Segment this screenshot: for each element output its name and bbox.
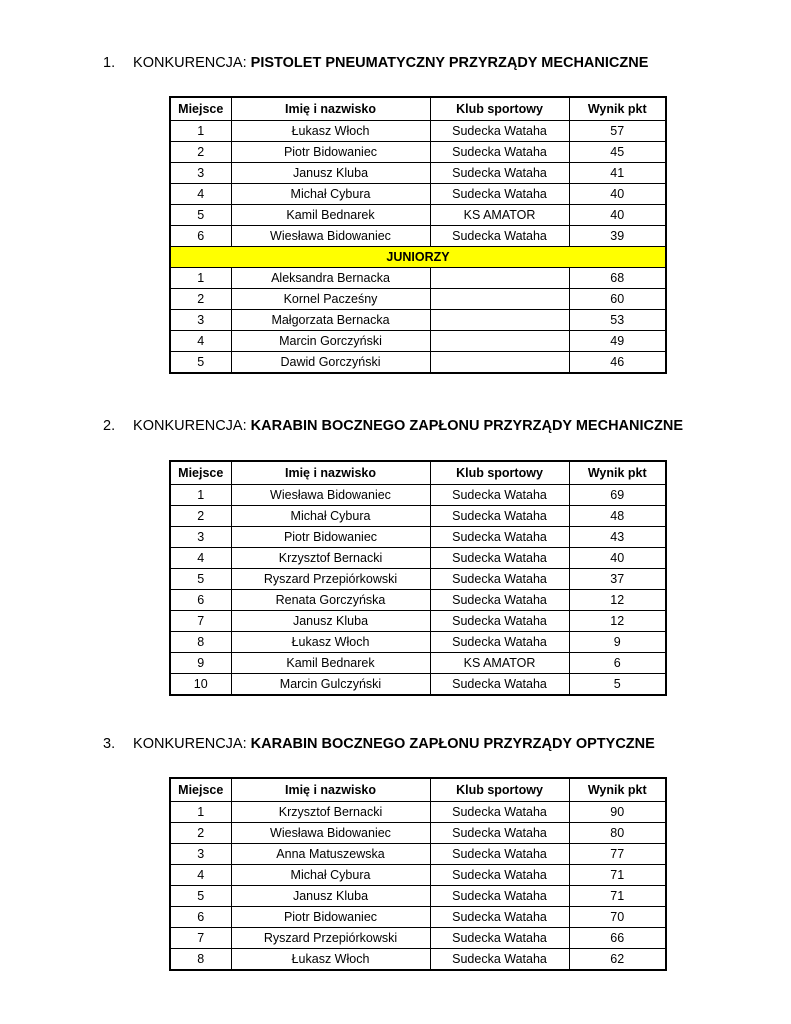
cell-place: 5	[170, 569, 231, 590]
juniors-label: JUNIORZY	[170, 247, 666, 268]
header-score: Wynik pkt	[569, 97, 666, 121]
cell-club: Sudecka Wataha	[430, 506, 569, 527]
cell-club: Sudecka Wataha	[430, 802, 569, 823]
section-number: 3.	[103, 736, 116, 752]
cell-club: Sudecka Wataha	[430, 184, 569, 205]
table-row	[170, 184, 666, 205]
table-row	[170, 163, 666, 184]
header-score: Wynik pkt	[569, 461, 666, 485]
table-row	[170, 949, 666, 971]
header-club: Klub sportowy	[430, 778, 569, 802]
cell-club: Sudecka Wataha	[430, 823, 569, 844]
cell-score: 66	[569, 928, 666, 949]
cell-name: Dawid Gorczyński	[231, 352, 430, 374]
table-row	[170, 886, 666, 907]
section-name: KARABIN BOCZNEGO ZAPŁONU PRZYRZĄDY MECHANICZNE	[250, 418, 683, 434]
table-row	[170, 142, 666, 163]
header-row	[170, 778, 666, 802]
cell-name: Piotr Bidowaniec	[231, 527, 430, 548]
section-2-title	[103, 418, 683, 434]
cell-club: Sudecka Wataha	[430, 886, 569, 907]
table-row	[170, 485, 666, 506]
cell-name: Krzysztof Bernacki	[231, 548, 430, 569]
cell-name: Marcin Gulczyński	[231, 674, 430, 696]
cell-score: 71	[569, 886, 666, 907]
section-name: PISTOLET PNEUMATYCZNY PRZYRZĄDY MECHANICZNE	[250, 55, 649, 71]
table-row	[170, 331, 666, 352]
cell-score: 43	[569, 527, 666, 548]
header-place: Miejsce	[170, 778, 231, 802]
cell-score: 46	[569, 352, 666, 374]
cell-score: 62	[569, 949, 666, 971]
cell-name: Łukasz Włoch	[231, 949, 430, 971]
header-score: Wynik pkt	[569, 778, 666, 802]
cell-name: Michał Cybura	[231, 184, 430, 205]
header-name: Imię i nazwisko	[231, 778, 430, 802]
cell-place: 8	[170, 949, 231, 971]
cell-name: Łukasz Włoch	[231, 121, 430, 142]
cell-club: Sudecka Wataha	[430, 548, 569, 569]
cell-name: Kamil Bednarek	[231, 653, 430, 674]
cell-score: 6	[569, 653, 666, 674]
cell-score: 40	[569, 548, 666, 569]
table-row	[170, 289, 666, 310]
cell-score: 57	[569, 121, 666, 142]
header-club: Klub sportowy	[430, 461, 569, 485]
cell-club: KS AMATOR	[430, 205, 569, 226]
table-row	[170, 205, 666, 226]
cell-club: Sudecka Wataha	[430, 121, 569, 142]
cell-place: 4	[170, 548, 231, 569]
cell-name: Marcin Gorczyński	[231, 331, 430, 352]
cell-club: Sudecka Wataha	[430, 844, 569, 865]
cell-score: 37	[569, 569, 666, 590]
table-row	[170, 844, 666, 865]
cell-club: KS AMATOR	[430, 653, 569, 674]
cell-club: Sudecka Wataha	[430, 632, 569, 653]
cell-club: Sudecka Wataha	[430, 865, 569, 886]
table-row	[170, 865, 666, 886]
cell-name: Janusz Kluba	[231, 611, 430, 632]
cell-club: Sudecka Wataha	[430, 527, 569, 548]
header-row	[170, 97, 666, 121]
cell-score: 39	[569, 226, 666, 247]
table-row	[170, 226, 666, 247]
section-1-title	[103, 55, 648, 71]
cell-score: 70	[569, 907, 666, 928]
cell-score: 5	[569, 674, 666, 696]
cell-name: Wiesława Bidowaniec	[231, 226, 430, 247]
cell-club	[430, 268, 569, 289]
cell-score: 12	[569, 611, 666, 632]
cell-name: Renata Gorczyńska	[231, 590, 430, 611]
juniors-header-row	[170, 247, 666, 268]
header-name: Imię i nazwisko	[231, 461, 430, 485]
cell-score: 77	[569, 844, 666, 865]
results-table-1	[169, 96, 667, 374]
cell-score: 40	[569, 184, 666, 205]
cell-place: 2	[170, 142, 231, 163]
cell-place: 2	[170, 823, 231, 844]
cell-name: Kamil Bednarek	[231, 205, 430, 226]
header-name: Imię i nazwisko	[231, 97, 430, 121]
cell-score: 90	[569, 802, 666, 823]
cell-club: Sudecka Wataha	[430, 226, 569, 247]
table-row	[170, 928, 666, 949]
cell-name: Piotr Bidowaniec	[231, 142, 430, 163]
cell-name: Janusz Kluba	[231, 886, 430, 907]
cell-name: Ryszard Przepiórkowski	[231, 928, 430, 949]
cell-place: 3	[170, 163, 231, 184]
cell-club: Sudecka Wataha	[430, 907, 569, 928]
cell-name: Aleksandra Bernacka	[231, 268, 430, 289]
cell-score: 40	[569, 205, 666, 226]
cell-name: Ryszard Przepiórkowski	[231, 569, 430, 590]
cell-name: Małgorzata Bernacka	[231, 310, 430, 331]
cell-score: 48	[569, 506, 666, 527]
table-row	[170, 653, 666, 674]
cell-club: Sudecka Wataha	[430, 928, 569, 949]
cell-place: 3	[170, 527, 231, 548]
section-3-title	[103, 736, 655, 752]
results-table-3	[169, 777, 667, 971]
table-row	[170, 548, 666, 569]
section-number: 1.	[103, 55, 116, 71]
cell-club	[430, 331, 569, 352]
cell-club: Sudecka Wataha	[430, 611, 569, 632]
cell-score: 69	[569, 485, 666, 506]
cell-score: 41	[569, 163, 666, 184]
section-label: KONKURENCJA:	[133, 736, 247, 752]
table-row	[170, 674, 666, 696]
cell-place: 5	[170, 205, 231, 226]
section-label: KONKURENCJA:	[133, 55, 247, 71]
table-row	[170, 907, 666, 928]
cell-score: 68	[569, 268, 666, 289]
cell-place: 5	[170, 886, 231, 907]
cell-name: Wiesława Bidowaniec	[231, 485, 430, 506]
cell-name: Krzysztof Bernacki	[231, 802, 430, 823]
section-label: KONKURENCJA:	[133, 418, 247, 434]
cell-score: 12	[569, 590, 666, 611]
cell-name: Janusz Kluba	[231, 163, 430, 184]
cell-place: 1	[170, 485, 231, 506]
table-row	[170, 802, 666, 823]
cell-club: Sudecka Wataha	[430, 485, 569, 506]
table-row	[170, 352, 666, 374]
cell-club	[430, 310, 569, 331]
cell-place: 1	[170, 268, 231, 289]
cell-name: Piotr Bidowaniec	[231, 907, 430, 928]
table-row	[170, 611, 666, 632]
cell-place: 2	[170, 506, 231, 527]
section-name: KARABIN BOCZNEGO ZAPŁONU PRZYRZĄDY OPTYCZNE	[250, 736, 655, 752]
cell-place: 6	[170, 226, 231, 247]
table-row	[170, 569, 666, 590]
section-number: 2.	[103, 418, 116, 434]
header-club: Klub sportowy	[430, 97, 569, 121]
table-row	[170, 632, 666, 653]
cell-club: Sudecka Wataha	[430, 142, 569, 163]
cell-club: Sudecka Wataha	[430, 674, 569, 696]
cell-score: 60	[569, 289, 666, 310]
cell-place: 7	[170, 928, 231, 949]
cell-place: 2	[170, 289, 231, 310]
cell-name: Michał Cybura	[231, 506, 430, 527]
table-row	[170, 121, 666, 142]
cell-score: 71	[569, 865, 666, 886]
cell-place: 10	[170, 674, 231, 696]
cell-name: Wiesława Bidowaniec	[231, 823, 430, 844]
table-row	[170, 268, 666, 289]
cell-place: 1	[170, 121, 231, 142]
cell-club: Sudecka Wataha	[430, 949, 569, 971]
cell-name: Łukasz Włoch	[231, 632, 430, 653]
table-row	[170, 310, 666, 331]
cell-club: Sudecka Wataha	[430, 163, 569, 184]
cell-place: 1	[170, 802, 231, 823]
cell-place: 3	[170, 844, 231, 865]
cell-place: 4	[170, 184, 231, 205]
cell-score: 49	[569, 331, 666, 352]
cell-place: 8	[170, 632, 231, 653]
cell-place: 6	[170, 590, 231, 611]
cell-score: 80	[569, 823, 666, 844]
results-table-2	[169, 460, 667, 696]
cell-score: 53	[569, 310, 666, 331]
header-place: Miejsce	[170, 97, 231, 121]
cell-score: 9	[569, 632, 666, 653]
table-row	[170, 506, 666, 527]
header-place: Miejsce	[170, 461, 231, 485]
cell-club: Sudecka Wataha	[430, 569, 569, 590]
cell-name: Kornel Pacześny	[231, 289, 430, 310]
cell-club	[430, 352, 569, 374]
cell-place: 4	[170, 865, 231, 886]
cell-name: Michał Cybura	[231, 865, 430, 886]
cell-club	[430, 289, 569, 310]
cell-score: 45	[569, 142, 666, 163]
table-row	[170, 823, 666, 844]
cell-club: Sudecka Wataha	[430, 590, 569, 611]
cell-place: 9	[170, 653, 231, 674]
header-row	[170, 461, 666, 485]
cell-place: 3	[170, 310, 231, 331]
table-row	[170, 590, 666, 611]
cell-name: Anna Matuszewska	[231, 844, 430, 865]
cell-place: 4	[170, 331, 231, 352]
cell-place: 6	[170, 907, 231, 928]
table-row	[170, 527, 666, 548]
cell-place: 7	[170, 611, 231, 632]
cell-place: 5	[170, 352, 231, 374]
